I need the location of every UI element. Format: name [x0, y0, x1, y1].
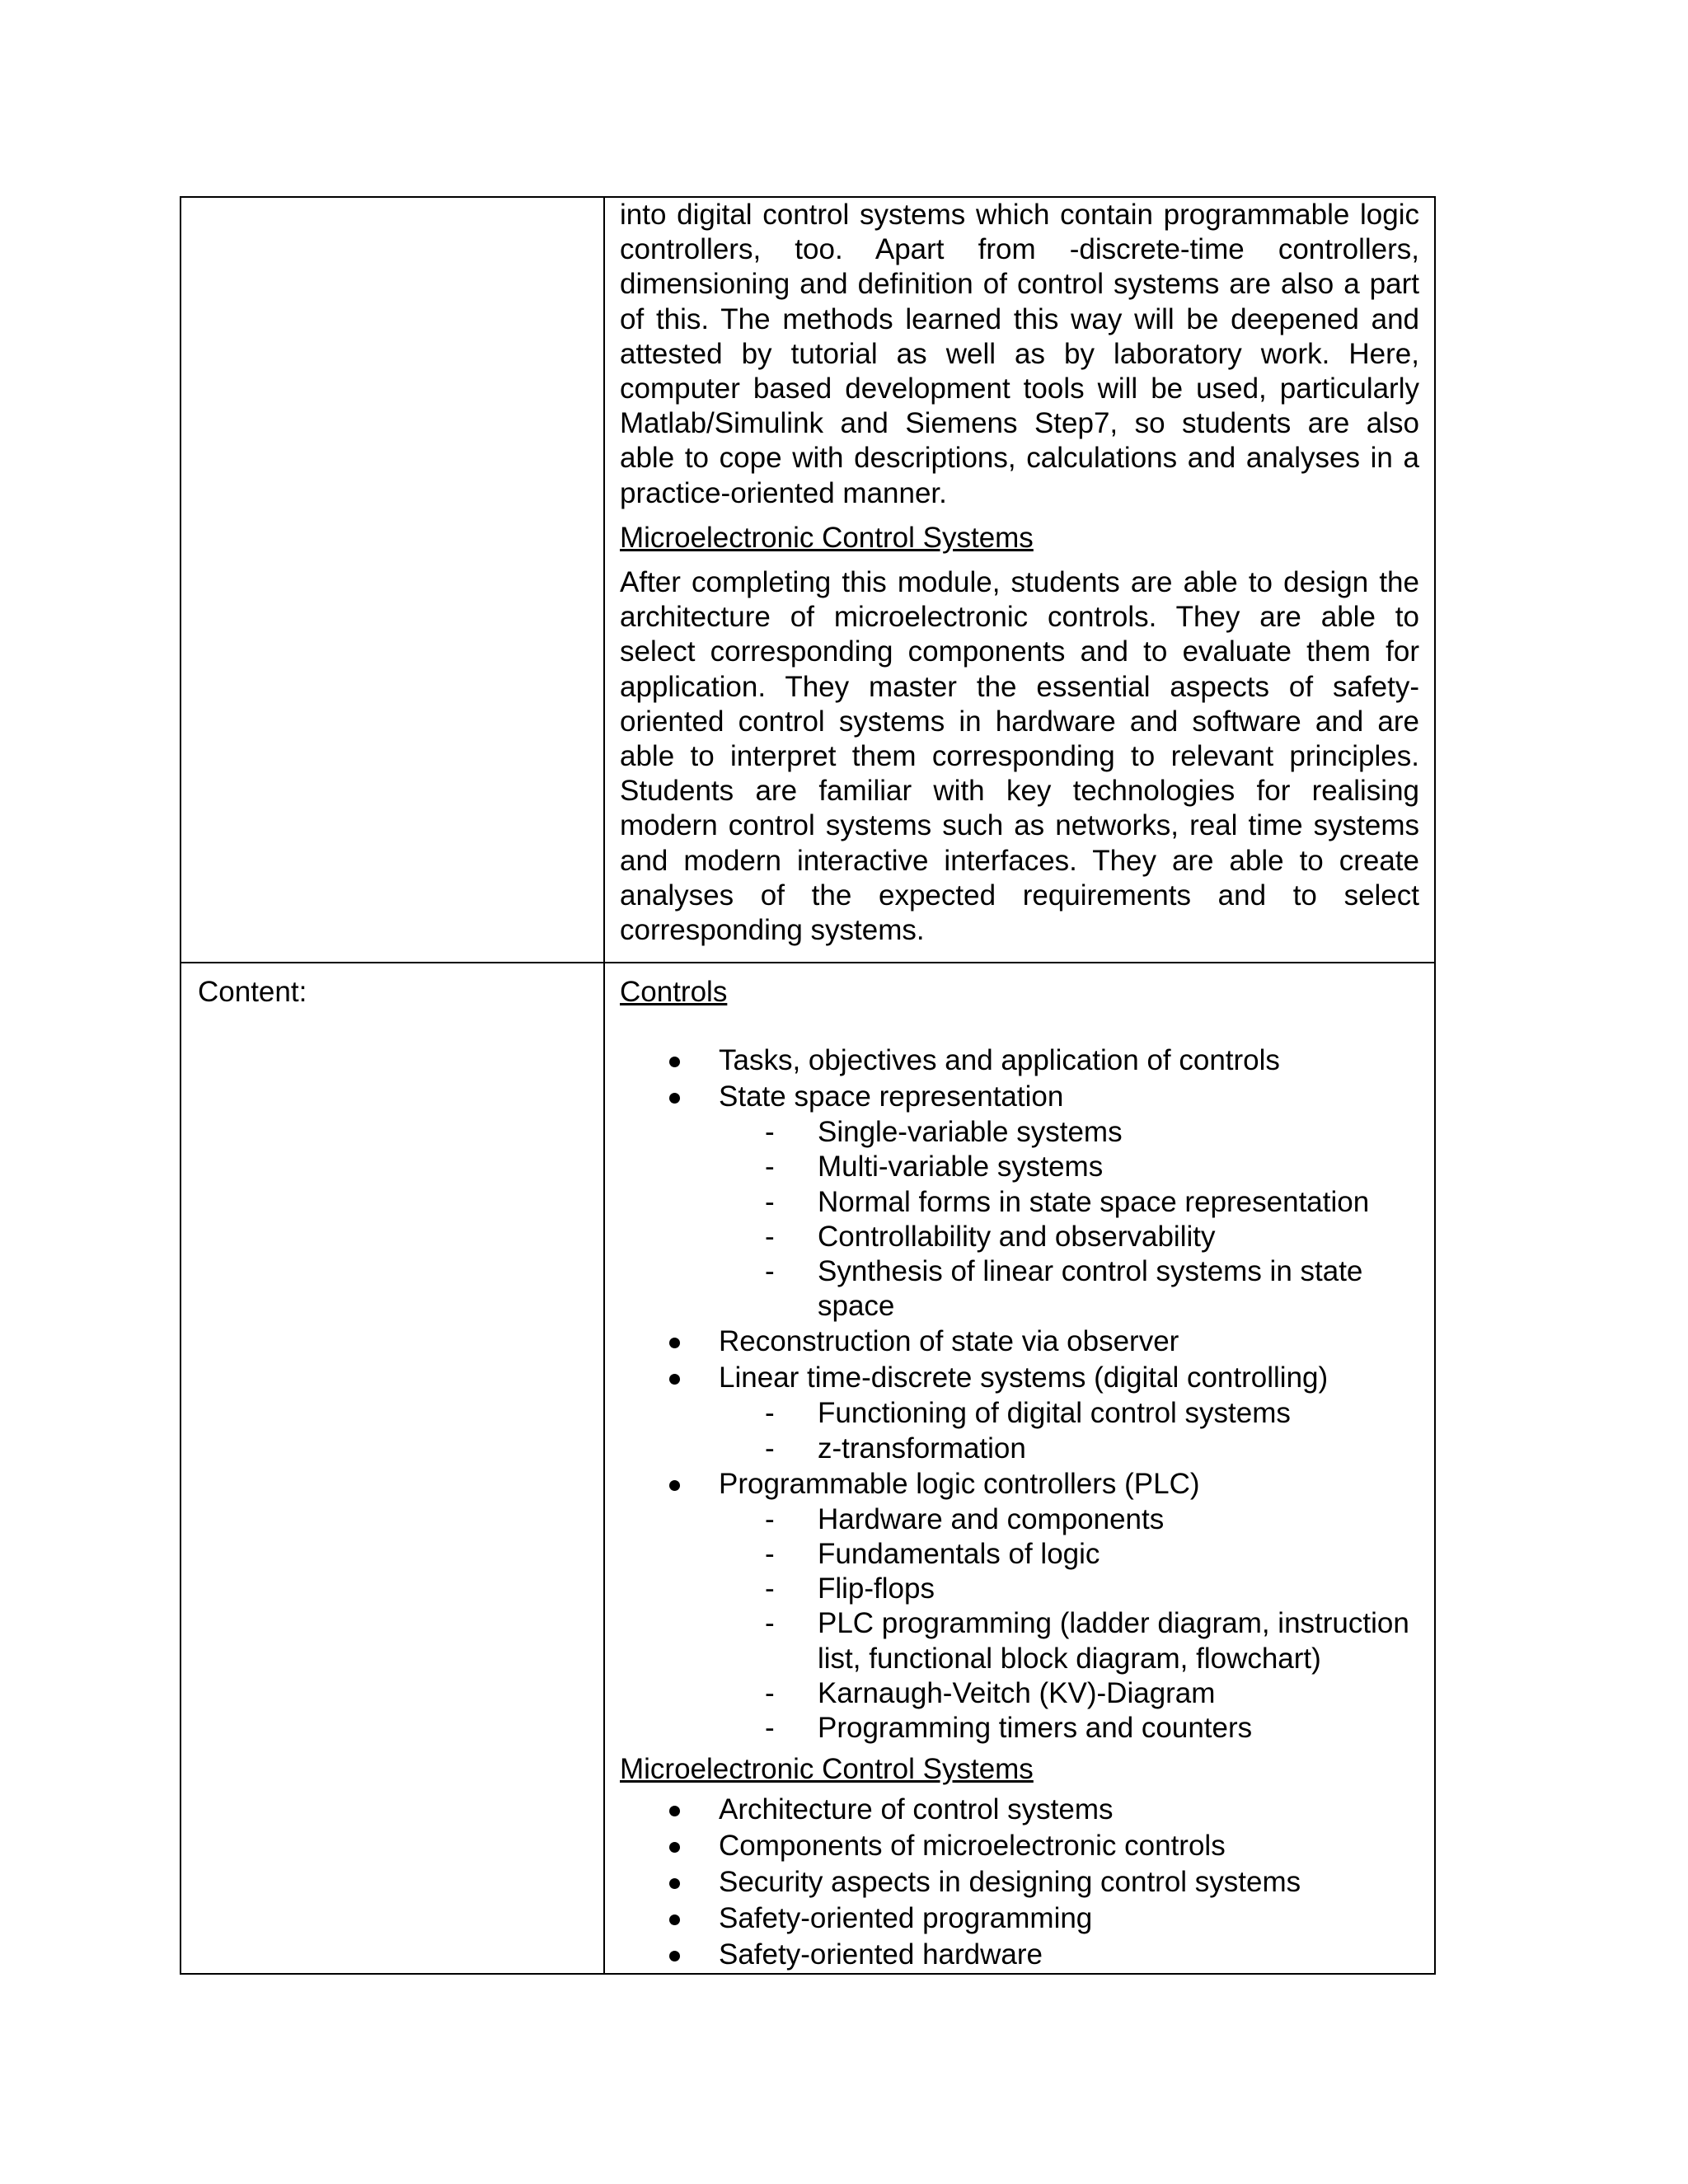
dash-icon: - [765, 1255, 775, 1288]
controls-subitem-text: z-transformation [818, 1432, 1026, 1465]
dash-icon: - [765, 1220, 775, 1253]
controls-subitem-text: Functioning of digital control systems [818, 1397, 1291, 1430]
controls-subitem-text: Fundamentals of logic [818, 1538, 1100, 1571]
controls-subitem [719, 1676, 1419, 1711]
controls-subitem [719, 1537, 1419, 1572]
microelectronic-item [620, 1828, 1419, 1864]
microelectronic-objectives-heading: Microelectronic Control Systems [620, 521, 1034, 554]
dash-icon: - [765, 1607, 775, 1640]
controls-item [620, 1324, 1419, 1360]
microelectronic-item [620, 1900, 1419, 1937]
dash-icon: - [765, 1538, 775, 1571]
dash-icon: - [765, 1397, 775, 1430]
controls-item [620, 1079, 1419, 1324]
module-table [180, 196, 1436, 1975]
bullet-icon [669, 1374, 680, 1385]
controls-subitem [719, 1254, 1419, 1324]
dash-icon: - [765, 1572, 775, 1605]
bullet-icon [669, 1057, 680, 1067]
dash-icon: - [765, 1676, 775, 1709]
objectives-row [181, 197, 1435, 963]
controls-subitem-text: Normal forms in state space representation [818, 1185, 1370, 1218]
controls-subitem [719, 1432, 1419, 1466]
microelectronic-item [620, 1864, 1419, 1900]
microelectronic-item [620, 1792, 1419, 1828]
controls-subitem [719, 1572, 1419, 1606]
objectives-label-cell [181, 197, 604, 963]
controls-subitem [719, 1396, 1419, 1431]
microelectronic-item-text: Safety-oriented hardware [719, 1938, 1043, 1971]
controls-subitem [719, 1185, 1419, 1220]
controls-subitem-text: Multi-variable systems [818, 1151, 1104, 1183]
microelectronic-item-text: Components of microelectronic controls [719, 1830, 1226, 1863]
controls-subitem-text: Programming timers and counters [818, 1712, 1253, 1745]
bullet-icon [669, 1951, 680, 1961]
controls-subitem [719, 1502, 1419, 1537]
content-label: Content: [198, 976, 307, 1008]
content-label-cell [181, 963, 604, 1974]
microelectronic-item-text: Security aspects in designing control systems [719, 1866, 1301, 1899]
controls-item [620, 1043, 1419, 1079]
objectives-text-cell [604, 197, 1435, 963]
bullet-icon [669, 1338, 680, 1348]
dash-icon: - [765, 1432, 775, 1465]
controls-item [620, 1466, 1419, 1746]
controls-item-text: Linear time-discrete systems (digital controlling) [719, 1361, 1329, 1394]
bullet-icon [669, 1806, 680, 1816]
microelectronic-item [620, 1937, 1419, 1973]
controls-subitem [719, 1150, 1419, 1184]
microelectronic-item-text: Safety-oriented programming [719, 1902, 1093, 1935]
microelectronic-item-text: Architecture of control systems [719, 1793, 1114, 1826]
controls-subitem-list [719, 1396, 1419, 1465]
dash-icon: - [765, 1502, 775, 1535]
dash-icon: - [765, 1116, 775, 1149]
controls-subitem-text: Controllability and observability [818, 1220, 1216, 1253]
dash-icon: - [765, 1185, 775, 1218]
controls-item-text: Reconstruction of state via observer [719, 1325, 1179, 1358]
controls-heading: Controls [620, 976, 728, 1008]
dash-icon: - [765, 1712, 775, 1745]
controls-subitem-text: Hardware and components [818, 1502, 1165, 1535]
bullet-icon [669, 1915, 680, 1925]
controls-subitem [719, 1220, 1419, 1254]
content-row [181, 963, 1435, 1974]
controls-subitem-text: Flip-flops [818, 1572, 935, 1605]
controls-list [620, 1043, 1419, 1746]
bullet-icon [669, 1480, 680, 1491]
controls-subitem [719, 1115, 1419, 1150]
controls-subitem-text: Karnaugh-Veitch (KV)-Diagram [818, 1676, 1216, 1709]
bullet-icon [669, 1842, 680, 1853]
dash-icon: - [765, 1151, 775, 1183]
controls-item-text: Programmable logic controllers (PLC) [719, 1467, 1200, 1500]
controls-subitem-text: Single-variable systems [818, 1116, 1123, 1149]
content-text-cell [604, 963, 1435, 1974]
microelectronic-list [620, 1792, 1419, 1973]
controls-item [620, 1360, 1419, 1465]
controls-subitem-list [719, 1502, 1419, 1746]
microelectronic-objectives-paragraph: After completing this module, students are able to design the architecture of microelectronic controls. They are able to select corresponding components and to evaluate them for application. They master the essential aspects of safety-oriented control systems in hardware and software and are able to interpret them corresponding to relevant principles. Students are familiar with key technologies for realising modern control systems such as networks, real time systems and modern interactive interfaces. They are able to create analyses of the expected requirements and to select corresponding systems. [620, 566, 1419, 947]
controls-subitem-list [719, 1115, 1419, 1324]
microelectronic-content-heading: Microelectronic Control Systems [620, 1753, 1034, 1786]
objectives-paragraph-continued: into digital control systems which contain programmable logic controllers, too. Apart from -discrete-time controllers, dimensioning and definition of control systems are also a part of this. The methods learned this way will be deepened and attested by tutorial as well as by laboratory work. Here, computer based development tools will be used, particularly Matlab/Simulink and Siemens Step7, so students are also able to cope with descriptions, calculations and analyses in a practice-oriented manner. [620, 199, 1419, 509]
controls-item-text: Tasks, objectives and application of controls [719, 1044, 1280, 1077]
controls-subitem [719, 1711, 1419, 1746]
controls-subitem [719, 1606, 1419, 1675]
controls-item-text: State space representation [719, 1080, 1064, 1113]
bullet-icon [669, 1093, 680, 1104]
controls-subitem-text: PLC programming (ladder diagram, instruction list, functional block diagram, flowchart) [818, 1607, 1409, 1675]
controls-subitem-text: Synthesis of linear control systems in state space [818, 1255, 1363, 1323]
bullet-icon [669, 1878, 680, 1889]
